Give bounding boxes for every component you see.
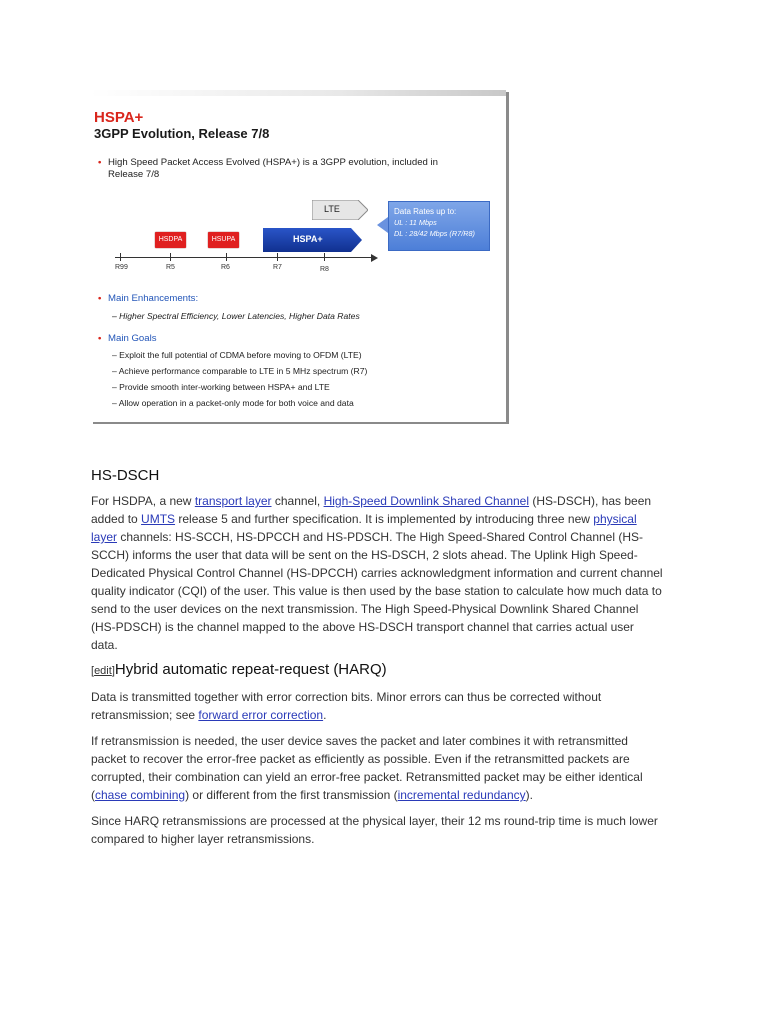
tick-r6 bbox=[226, 253, 227, 261]
data-rates-callout bbox=[388, 201, 490, 251]
text: added to bbox=[91, 512, 142, 526]
goal-item: – Exploit the full potential of CDMA before moving to OFDM (LTE) bbox=[112, 350, 362, 360]
slide-intro-line1: High Speed Packet Access Evolved (HSPA+) is a 3GPP evolution, included in bbox=[108, 157, 439, 168]
harq-title: Hybrid automatic repeat-request (HARQ) bbox=[114, 661, 387, 678]
text: For HSDPA, a new bbox=[91, 494, 195, 508]
text-line: Data is transmitted together with error correction bits. Minor errors can thus be corrected without bbox=[91, 690, 602, 704]
text-line: send to the user devices on the next transmission. The High Speed-Physical Downlink Shared Channel bbox=[91, 602, 639, 616]
hspa-slide-figure bbox=[90, 90, 506, 422]
edit-bracket: [ bbox=[91, 665, 95, 677]
text-line: packet to recover the error-free packet as efficiently as possible. Even if the retransmitted packets are bbox=[91, 752, 630, 766]
text-line: If retransmission is needed, the user device saves the packet and later combines it with retransmitted bbox=[91, 734, 628, 748]
text: channels: HS-SCCH, HS-DPCCH and HS-PDSCH. The High Speed-Shared Control Channel (HS- bbox=[117, 530, 643, 544]
goals-heading: Main Goals bbox=[108, 333, 157, 344]
text: channel, bbox=[271, 494, 324, 508]
text: ). bbox=[525, 788, 533, 802]
slide-title: HSPA+ bbox=[94, 109, 144, 126]
text-line: compared to higher layer retransmissions. bbox=[91, 832, 315, 846]
rates-dl: DL : 28/42 Mbps (R7/R8) bbox=[394, 229, 475, 238]
link-physical-layer[interactable]: physical bbox=[593, 512, 637, 526]
section-heading-hsdsch: HS-DSCH bbox=[91, 467, 160, 484]
axis-arrow-icon bbox=[371, 254, 378, 262]
tick-r99 bbox=[120, 253, 121, 261]
text-line: (HS-PDSCH) is the channel mapped to the above HS-DSCH transport channel that carries actual user bbox=[91, 620, 634, 634]
lte-arrow bbox=[312, 200, 368, 220]
rates-ul: UL : 11 Mbps bbox=[394, 218, 437, 227]
text-line: quality indicator (CQI) of the user. This value is then used by the base station to calculate how much data to bbox=[91, 584, 662, 598]
harq-paragraph-3 bbox=[91, 812, 681, 848]
hspa-plus-label: HSPA+ bbox=[293, 234, 323, 244]
text: . bbox=[323, 708, 327, 722]
edit-bracket: ] bbox=[111, 665, 115, 677]
section-heading-harq bbox=[91, 661, 387, 679]
tick-r5 bbox=[170, 253, 171, 261]
text: ) or different from the first transmission ( bbox=[185, 788, 398, 802]
goal-item: – Achieve performance comparable to LTE in 5 MHz spectrum (R7) bbox=[112, 366, 368, 376]
hspa-plus-arrow bbox=[263, 227, 363, 253]
tick-label-r7: R7 bbox=[273, 264, 282, 271]
slide-subtitle: 3GPP Evolution, Release 7/8 bbox=[94, 126, 270, 141]
text-line: corrupted, their combination can yield an error-free packet. Retransmitted packet may be either identical bbox=[91, 770, 643, 784]
enhancements-heading: Main Enhancements: bbox=[108, 293, 199, 304]
timeline-axis bbox=[115, 257, 373, 258]
tick-r7 bbox=[277, 253, 278, 261]
text-line: SCCH) informs the user that data will be sent on the HS-DSCH, 2 slots ahead. The Uplink High Speed- bbox=[91, 548, 638, 562]
hsdsch-paragraph bbox=[91, 492, 681, 654]
link-chase-combining[interactable]: chase combining bbox=[95, 788, 186, 802]
goals-bullet bbox=[98, 333, 398, 347]
enhancements-bullet bbox=[98, 293, 398, 307]
slide-intro-line2: Release 7/8 bbox=[108, 169, 160, 180]
hsupa-box: HSUPA bbox=[208, 232, 239, 248]
goal-item: – Provide smooth inter-working between HSPA+ and LTE bbox=[112, 382, 330, 392]
text: retransmission; see bbox=[91, 708, 199, 722]
callout-pointer bbox=[377, 217, 388, 233]
bullet-icon: • bbox=[98, 333, 102, 344]
link-umts[interactable]: UMTS bbox=[141, 512, 176, 526]
link-incremental-redundancy[interactable]: incremental redundancy bbox=[397, 788, 526, 802]
enhancements-item: – Higher Spectral Efficiency, Lower Latencies, Higher Data Rates bbox=[112, 311, 360, 321]
tick-label-r6: R6 bbox=[221, 264, 230, 271]
text-line: data. bbox=[91, 638, 118, 652]
link-transport-layer[interactable]: transport layer bbox=[194, 494, 272, 508]
text: ( bbox=[91, 788, 95, 802]
slide-header-bar bbox=[90, 90, 506, 96]
link-hs-dsch[interactable]: High-Speed Downlink Shared Channel bbox=[323, 494, 530, 508]
tick-label-r8: R8 bbox=[320, 266, 329, 273]
text-line: Dedicated Physical Control Channel (HS-DPCCH) carries acknowledgment information and current channel bbox=[91, 566, 663, 580]
text: (HS-DSCH), has been bbox=[529, 494, 652, 508]
slide-intro-bullet bbox=[98, 157, 498, 183]
tick-r8 bbox=[324, 253, 325, 261]
link-physical-layer-cont[interactable]: layer bbox=[91, 530, 118, 544]
tick-label-r99: R99 bbox=[115, 264, 128, 271]
goal-item: – Allow operation in a packet-only mode for both voice and data bbox=[112, 398, 354, 408]
bullet-icon: • bbox=[98, 293, 102, 304]
bullet-icon: • bbox=[98, 157, 102, 168]
text-line: Since HARQ retransmissions are processed at the physical layer, their 12 ms round-trip time is much lower bbox=[91, 814, 658, 828]
harq-paragraph-2 bbox=[91, 732, 681, 804]
edit-link[interactable]: edit bbox=[94, 665, 112, 677]
hsdpa-box: HSDPA bbox=[155, 232, 186, 248]
harq-paragraph-1 bbox=[91, 688, 681, 724]
link-forward-error-correction[interactable]: forward error correction bbox=[198, 708, 324, 722]
text: release 5 and further specification. It is implemented by introducing three new bbox=[175, 512, 594, 526]
rates-heading: Data Rates up to: bbox=[394, 207, 457, 216]
tick-label-r5: R5 bbox=[166, 264, 175, 271]
lte-label: LTE bbox=[324, 204, 340, 214]
